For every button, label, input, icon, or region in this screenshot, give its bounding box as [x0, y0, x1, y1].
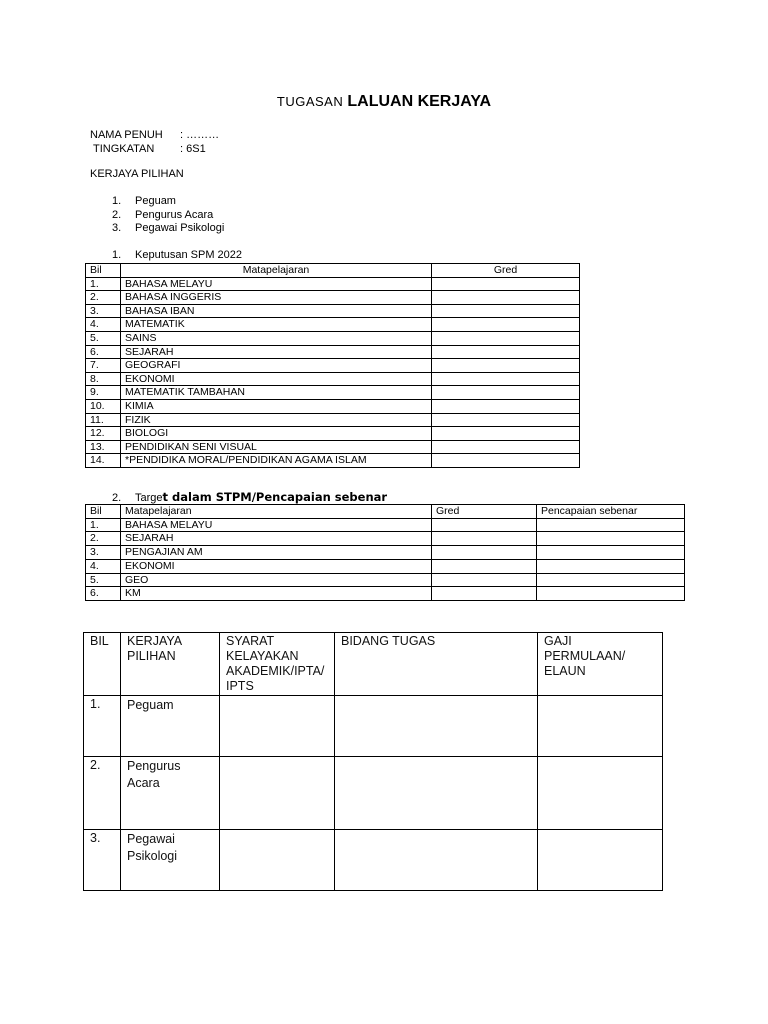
career-cell-bil: 2.	[84, 757, 121, 830]
spm-row	[86, 413, 580, 427]
spm-cell-subject: BAHASA MELAYU	[121, 277, 432, 291]
career-detail-table	[83, 632, 663, 891]
career-cell-duties[interactable]	[335, 757, 538, 830]
spm-cell-bil: 1.	[86, 277, 121, 291]
spm-cell-grade[interactable]	[432, 318, 580, 332]
stpm-cell-bil: 1.	[86, 518, 121, 532]
spm-cell-subject: BAHASA INGGERIS	[121, 291, 432, 305]
spm-cell-grade[interactable]	[432, 386, 580, 400]
spm-cell-subject: KIMIA	[121, 399, 432, 413]
spm-row	[86, 331, 580, 345]
career-list-label: Pegawai Psikologi	[135, 222, 225, 234]
stpm-cell-grade[interactable]	[432, 573, 537, 587]
career-list	[112, 195, 224, 236]
stpm-row	[86, 532, 685, 546]
stpm-cell-subject: PENGAJIAN AM	[121, 546, 432, 560]
spm-row	[86, 318, 580, 332]
stpm-cell-bil: 5.	[86, 573, 121, 587]
spm-cell-bil: 12.	[86, 427, 121, 441]
spm-row	[86, 454, 580, 468]
stpm-col-grade: Gred	[432, 505, 537, 519]
career-list-label: Pengurus Acara	[135, 208, 214, 221]
spm-heading	[112, 249, 242, 261]
stpm-cell-grade[interactable]	[432, 559, 537, 573]
stpm-heading	[112, 490, 387, 504]
spm-cell-subject: SAINS	[121, 331, 432, 345]
stpm-col-achievement: Pencapaian sebenar	[537, 505, 685, 519]
career-col-duties: BIDANG TUGAS	[335, 633, 538, 696]
spm-cell-subject: MATEMATIK TAMBAHAN	[121, 386, 432, 400]
spm-cell-grade[interactable]	[432, 331, 580, 345]
stpm-col-bil: Bil	[86, 505, 121, 519]
career-list-item	[112, 209, 224, 223]
career-cell-salary[interactable]	[538, 696, 663, 757]
spm-row	[86, 399, 580, 413]
name-label: NAMA PENUH	[90, 129, 163, 141]
spm-cell-subject: GEOGRAFI	[121, 359, 432, 373]
spm-cell-grade[interactable]	[432, 304, 580, 318]
spm-cell-bil: 5.	[86, 331, 121, 345]
spm-cell-grade[interactable]	[432, 427, 580, 441]
career-detail-row	[84, 696, 663, 757]
spm-cell-bil: 9.	[86, 386, 121, 400]
career-cell-career: Pengurus Acara	[121, 757, 220, 830]
spm-row	[86, 277, 580, 291]
level-value: : 6S1	[180, 143, 206, 155]
stpm-cell-achievement[interactable]	[537, 559, 685, 573]
stpm-cell-achievement[interactable]	[537, 518, 685, 532]
stpm-cell-achievement[interactable]	[537, 573, 685, 587]
spm-cell-bil: 8.	[86, 372, 121, 386]
spm-cell-bil: 13.	[86, 440, 121, 454]
spm-cell-bil: 3.	[86, 304, 121, 318]
spm-cell-grade[interactable]	[432, 440, 580, 454]
spm-cell-grade[interactable]	[432, 399, 580, 413]
stpm-cell-achievement[interactable]	[537, 587, 685, 601]
spm-row	[86, 372, 580, 386]
spm-col-bil: Bil	[86, 264, 121, 278]
spm-cell-grade[interactable]	[432, 454, 580, 468]
stpm-cell-bil: 2.	[86, 532, 121, 546]
career-list-item	[112, 195, 224, 209]
spm-row	[86, 440, 580, 454]
spm-cell-grade[interactable]	[432, 413, 580, 427]
spm-row	[86, 427, 580, 441]
spm-cell-subject: EKONOMI	[121, 372, 432, 386]
spm-results-table	[85, 263, 580, 468]
career-col-requirements: SYARAT KELAYAKAN AKADEMIK/IPTA/ IPTS	[220, 633, 335, 696]
stpm-cell-subject: SEJARAH	[121, 532, 432, 546]
career-col-career: KERJAYA PILIHAN	[121, 633, 220, 696]
spm-cell-subject: FIZIK	[121, 413, 432, 427]
spm-heading-num: 1.	[112, 249, 122, 261]
stpm-cell-bil: 6.	[86, 587, 121, 601]
stpm-cell-subject: EKONOMI	[121, 559, 432, 573]
career-cell-duties[interactable]	[335, 830, 538, 891]
career-cell-bil: 3.	[84, 830, 121, 891]
career-cell-requirements[interactable]	[220, 830, 335, 891]
stpm-heading-a: Targe	[135, 492, 163, 504]
spm-cell-subject: *PENDIDIKA MORAL/PENDIDIKAN AGAMA ISLAM	[121, 454, 432, 468]
spm-header-row	[86, 264, 580, 278]
stpm-cell-bil: 4.	[86, 559, 121, 573]
stpm-row	[86, 518, 685, 532]
spm-cell-bil: 14.	[86, 454, 121, 468]
spm-cell-subject: BIOLOGI	[121, 427, 432, 441]
stpm-cell-grade[interactable]	[432, 518, 537, 532]
career-cell-requirements[interactable]	[220, 757, 335, 830]
spm-cell-grade[interactable]	[432, 372, 580, 386]
career-detail-header-row	[84, 633, 663, 696]
stpm-col-subject: Matapelajaran	[121, 505, 432, 519]
spm-cell-bil: 2.	[86, 291, 121, 305]
stpm-row	[86, 573, 685, 587]
spm-row	[86, 359, 580, 373]
spm-cell-bil: 11.	[86, 413, 121, 427]
career-cell-career: Pegawai Psikologi	[121, 830, 220, 891]
name-row	[90, 129, 219, 141]
stpm-cell-subject: BAHASA MELAYU	[121, 518, 432, 532]
stpm-heading-num: 2.	[112, 492, 122, 504]
career-heading: KERJAYA PILIHAN	[90, 168, 184, 180]
career-cell-bil: 1.	[84, 696, 121, 757]
spm-cell-bil: 10.	[86, 399, 121, 413]
stpm-row	[86, 546, 685, 560]
stpm-cell-grade[interactable]	[432, 532, 537, 546]
stpm-cell-achievement[interactable]	[537, 546, 685, 560]
spm-row	[86, 304, 580, 318]
stpm-heading-b: t dalam STPM/Pencapaian sebenar	[162, 490, 388, 504]
stpm-cell-grade[interactable]	[432, 546, 537, 560]
spm-cell-grade[interactable]	[432, 345, 580, 359]
spm-cell-subject: SEJARAH	[121, 345, 432, 359]
career-detail-row	[84, 830, 663, 891]
career-detail-row	[84, 757, 663, 830]
career-list-num: 1.	[112, 195, 122, 207]
career-col-salary: GAJI PERMULAAN/ ELAUN	[538, 633, 663, 696]
career-cell-requirements[interactable]	[220, 696, 335, 757]
name-value: : ………	[180, 129, 220, 141]
spm-cell-subject: MATEMATIK	[121, 318, 432, 332]
career-list-num: 2.	[112, 208, 122, 221]
spm-row	[86, 345, 580, 359]
spm-cell-subject: BAHASA IBAN	[121, 304, 432, 318]
spm-cell-bil: 4.	[86, 318, 121, 332]
spm-cell-subject: PENDIDIKAN SENI VISUAL	[121, 440, 432, 454]
level-row	[93, 143, 206, 155]
stpm-row	[86, 587, 685, 601]
spm-cell-grade[interactable]	[432, 291, 580, 305]
spm-row	[86, 291, 580, 305]
spm-cell-grade[interactable]	[432, 359, 580, 373]
career-cell-salary[interactable]	[538, 757, 663, 830]
career-list-item	[112, 222, 224, 236]
stpm-cell-subject: KM	[121, 587, 432, 601]
spm-col-subject: Matapelajaran	[121, 264, 432, 278]
stpm-target-table	[85, 504, 685, 601]
title-prefix: TUGASAN	[276, 94, 344, 109]
career-cell-duties[interactable]	[335, 696, 538, 757]
career-col-bil: BIL	[84, 633, 121, 696]
career-cell-career: Peguam	[121, 696, 220, 757]
stpm-cell-grade[interactable]	[432, 587, 537, 601]
spm-cell-grade[interactable]	[432, 277, 580, 291]
career-list-num: 3.	[112, 222, 122, 234]
stpm-cell-subject: GEO	[121, 573, 432, 587]
page-title	[0, 93, 768, 111]
title-main: LALUAN KERJAYA	[347, 93, 492, 110]
spm-cell-bil: 7.	[86, 359, 121, 373]
spm-heading-text: Keputusan SPM 2022	[135, 249, 243, 261]
level-label: TINGKATAN	[93, 143, 155, 155]
career-list-label: Peguam	[135, 195, 176, 207]
career-cell-salary[interactable]	[538, 830, 663, 891]
stpm-row	[86, 559, 685, 573]
stpm-header-row	[86, 505, 685, 519]
spm-col-grade: Gred	[432, 264, 580, 278]
spm-row	[86, 386, 580, 400]
stpm-cell-bil: 3.	[86, 546, 121, 560]
spm-cell-bil: 6.	[86, 345, 121, 359]
stpm-cell-achievement[interactable]	[537, 532, 685, 546]
